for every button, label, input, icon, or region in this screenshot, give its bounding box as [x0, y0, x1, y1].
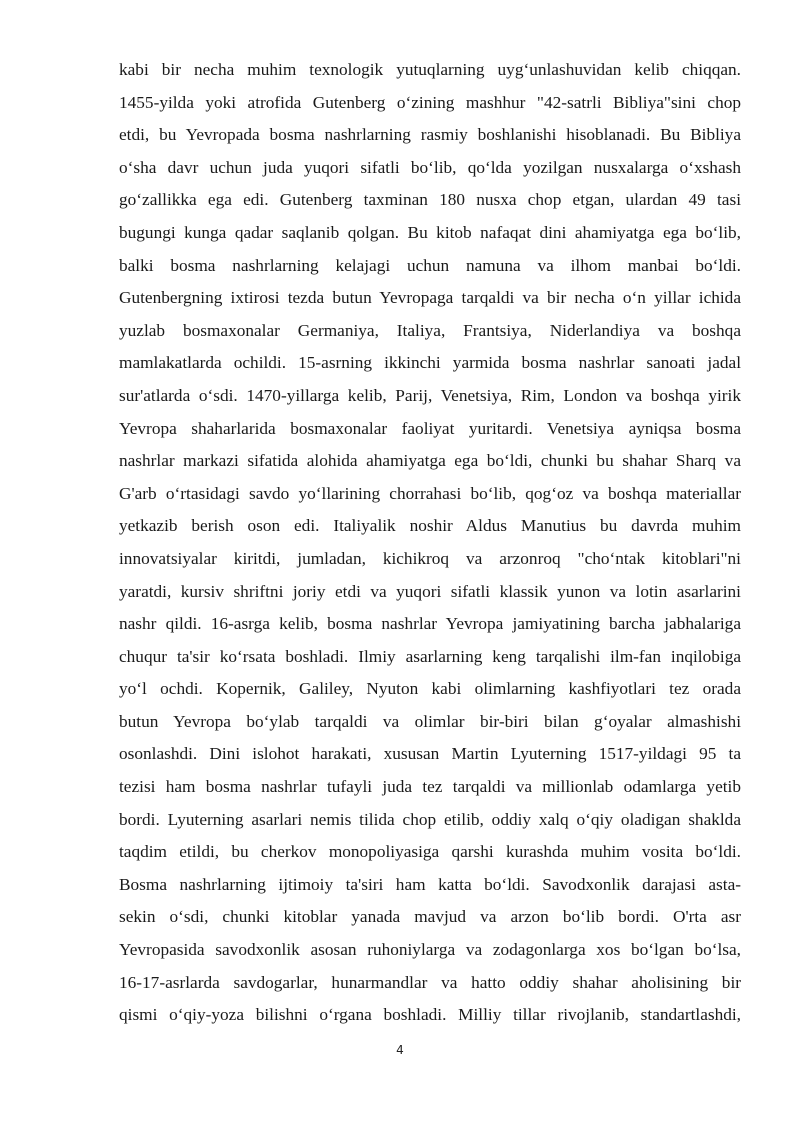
text-line: yetkazib berish oson edi. Italiyalik noshir Aldus Manutius bu davrda muhim	[119, 516, 741, 536]
text-line: etdi, bu Yevropada bosma nashrlarning rasmiy boshlanishi hisoblanadi. Bu Bibliya	[119, 125, 741, 145]
body-text	[119, 54, 741, 1032]
page-number: 4	[396, 1043, 404, 1057]
text-line: innovatsiyalar kiritdi, jumladan, kichikroq va arzonroq "cho‘ntak kitoblari"ni	[119, 548, 741, 568]
text-line: 16-17-asrlarda savdogarlar, hunarmandlar va hatto oddiy shahar aholisining bir	[119, 972, 741, 992]
text-line: chuqur ta'sir ko‘rsata boshladi. Ilmiy asarlarning keng tarqalishi ilm-fan inqilobiga	[119, 646, 741, 666]
text-line: 1455-yilda yoki atrofida Gutenberg o‘zining mashhur "42-satrli Bibliya"sini chop	[119, 92, 741, 112]
text-line: butun Yevropa bo‘ylab tarqaldi va olimlar bir-biri bilan g‘oyalar almashishi	[119, 711, 741, 731]
text-line: Gutenbergning ixtirosi tezda butun Yevropaga tarqaldi va bir necha o‘n yillar ichida	[119, 288, 741, 308]
text-line: nashrlar markazi sifatida alohida ahamiyatga ega bo‘ldi, chunki bu shahar Sharq va	[119, 451, 741, 471]
text-line: G'arb o‘rtasidagi savdo yo‘llarining chorrahasi bo‘lib, qog‘oz va boshqa materiallar	[119, 483, 741, 503]
text-line: yuzlab bosmaxonalar Germaniya, Italiya, Frantsiya, Niderlandiya va boshqa	[119, 320, 741, 340]
text-line: Yevropasida savodxonlik asosan ruhoniylarga va zodagonlarga xos bo‘lgan bo‘lsa,	[119, 940, 741, 960]
text-line: osonlashdi. Dini islohot harakati, xususan Martin Lyuterning 1517-yildagi 95 ta	[119, 744, 741, 764]
text-line: balki bosma nashrlarning kelajagi uchun namuna va ilhom manbai bo‘ldi.	[119, 255, 741, 275]
text-line: yo‘l ochdi. Kopernik, Galiley, Nyuton kabi olimlarning kashfiyotlari tez orada	[119, 679, 741, 699]
text-line: sekin o‘sdi, chunki kitoblar yanada mavjud va arzon bo‘lib bordi. O'rta asr	[119, 907, 741, 927]
text-line: go‘zallikka ega edi. Gutenberg taxminan 180 nusxa chop etgan, ulardan 49 tasi	[119, 190, 741, 210]
text-line: bordi. Lyuterning asarlari nemis tilida chop etilib, oddiy xalq o‘qiy oladigan shaklda	[119, 809, 741, 829]
text-line: Bosma nashrlarning ijtimoiy ta'siri ham katta bo‘ldi. Savodxonlik darajasi asta-	[119, 874, 741, 894]
text-line: yaratdi, kursiv shriftni joriy etdi va yuqori sifatli klassik yunon va lotin asarlarini	[119, 581, 741, 601]
text-line: tezisi ham bosma nashrlar tufayli juda tez tarqaldi va millionlab odamlarga yetib	[119, 777, 741, 797]
text-line: sur'atlarda o‘sdi. 1470-yillarga kelib, Parij, Venetsiya, Rim, London va boshqa yirik	[119, 385, 741, 405]
text-line: kabi bir necha muhim texnologik yutuqlarning uyg‘unlashuvidan kelib chiqqan.	[119, 60, 741, 79]
text-line: qismi o‘qiy-yoza bilishni o‘rgana boshladi. Milliy tillar rivojlanib, standartlashdi,	[119, 1005, 741, 1025]
text-line: bugungi kunga qadar saqlanib qolgan. Bu kitob nafaqat dini ahamiyatga ega bo‘lib,	[119, 222, 741, 242]
text-line: o‘sha davr uchun juda yuqori sifatli bo‘lib, qo‘lda yozilgan nusxalarga o‘xshash	[119, 157, 741, 177]
text-line: mamlakatlarda ochildi. 15-asrning ikkinchi yarmida bosma nashrlar sanoati jadal	[119, 353, 741, 373]
text-line: taqdim etildi, bu cherkov monopoliyasiga qarshi kurashda muhim vosita bo‘ldi.	[119, 842, 741, 862]
text-line: Yevropa shaharlarida bosmaxonalar faoliyat yuritardi. Venetsiya ayniqsa bosma	[119, 418, 741, 438]
text-line: nashr qildi. 16-asrga kelib, bosma nashrlar Yevropa jamiyatining barcha jabhalariga	[119, 614, 741, 634]
